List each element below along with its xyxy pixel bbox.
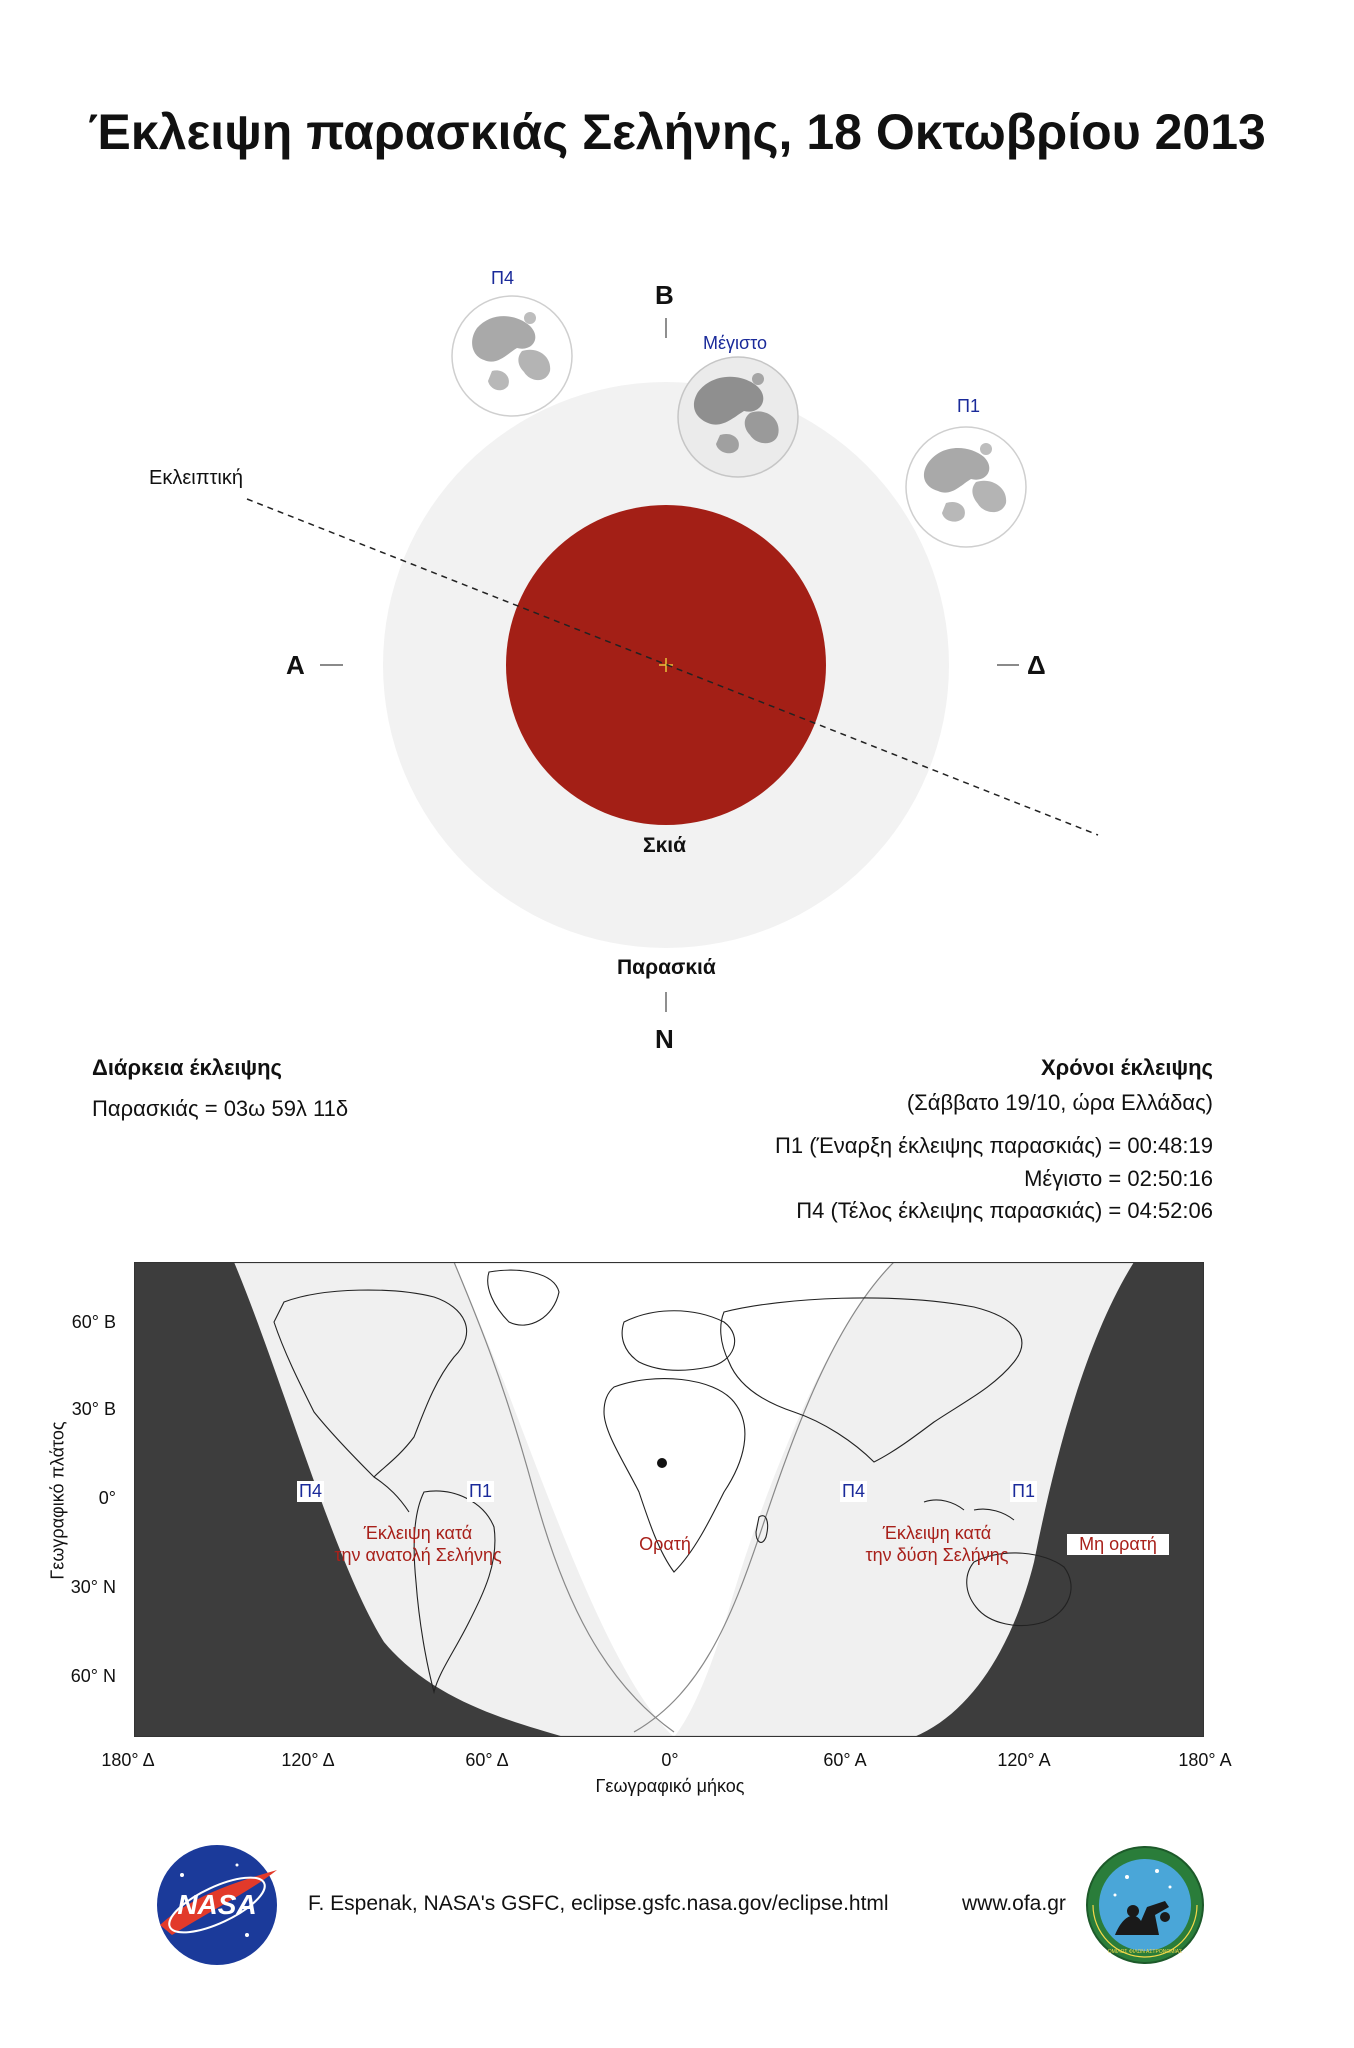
duration-penumbral: Παρασκιάς = 03ω 59λ 11δ [92, 1096, 349, 1121]
ofa-logo-text: ΟΜΙΛΟΣ ΦΙΛΩΝ ΑΣΤΡΟΝΟΜΙΑΣ [1107, 1949, 1183, 1955]
time-max: Μέγιστο = 02:50:16 [1024, 1166, 1213, 1191]
map-p1-right: Π1 [1012, 1481, 1036, 1501]
lon-tick-180e: 180° Α [1178, 1750, 1232, 1770]
ecliptic-label: Εκλειπτική [149, 467, 243, 489]
map-p1-left: Π1 [469, 1481, 493, 1501]
footer-site[interactable]: www.ofa.gr [962, 1892, 1066, 1915]
moonset-label-line1: Έκλειψη κατά [882, 1523, 992, 1543]
map-y-label: Γεωγραφικό πλάτος [47, 1421, 68, 1580]
moon-max-label: Μέγιστο [703, 333, 767, 353]
visible-label: Ορατή [639, 1534, 691, 1554]
umbra-label: Σκιά [643, 834, 687, 857]
moonrise-label [308, 1522, 528, 1566]
lon-tick-60e: 60° Α [823, 1750, 867, 1770]
lon-tick-120w: 120° Δ [281, 1750, 335, 1770]
lon-tick-120e: 120° Α [997, 1750, 1051, 1770]
ofa-logo [1085, 1845, 1205, 1965]
moonrise-label-line2: την ανατολή Σελήνης [334, 1545, 502, 1565]
north-label: Β [655, 280, 674, 310]
map-p4-left: Π4 [299, 1481, 323, 1501]
lat-tick-60n: 60° Β [71, 1312, 116, 1332]
duration-header: Διάρκεια έκλειψης [92, 1055, 282, 1080]
not-visible-label: Μη ορατή [1067, 1534, 1169, 1555]
moon-maximum [678, 357, 798, 477]
lon-tick-0: 0° [661, 1750, 679, 1770]
south-label: Ν [655, 1024, 674, 1054]
lat-tick-30n: 30° Β [71, 1399, 116, 1419]
moon-p1 [906, 427, 1026, 547]
lat-tick-60s: 60° Ν [70, 1666, 116, 1686]
lon-tick-60w: 60° Δ [465, 1750, 509, 1770]
penumbra-label: Παρασκιά [617, 956, 716, 979]
lon-tick-180w: 180° Δ [101, 1750, 155, 1770]
time-p4: Π4 (Τέλος έκλειψης παρασκιάς) = 04:52:06 [796, 1198, 1213, 1223]
map-p4-right: Π4 [842, 1481, 866, 1501]
moon-p4 [452, 296, 572, 416]
times-note: (Σάββατο 19/10, ώρα Ελλάδας) [906, 1090, 1213, 1115]
footer-credit: F. Espenak, NASA's GSFC, eclipse.gsfc.nasa.gov/eclipse.html [308, 1892, 889, 1915]
times-header: Χρόνοι έκλειψης [1040, 1055, 1213, 1080]
nasa-logo-text: NASA [177, 1889, 257, 1920]
moonset-label-line2: την δύση Σελήνης [865, 1545, 1009, 1565]
time-p1: Π1 (Έναρξη έκλειψης παρασκιάς) = 00:48:19 [774, 1133, 1213, 1158]
moonrise-label-line1: Έκλειψη κατά [363, 1523, 473, 1543]
lat-tick-0: 0° [98, 1488, 116, 1508]
moon-p4-label: Π4 [491, 268, 515, 288]
page-title: Έκλειψη παρασκιάς Σελήνης, 18 Οκτωβρίου 2013 [88, 104, 1266, 160]
moonset-label [842, 1522, 1032, 1566]
map-x-label: Γεωγραφικό μήκος [595, 1776, 745, 1796]
east-label: Δ [1027, 650, 1046, 680]
nasa-logo [152, 1840, 282, 1970]
visibility-map [134, 1262, 1204, 1737]
moon-p1-label: Π1 [957, 396, 981, 416]
lat-tick-30s: 30° Ν [70, 1577, 116, 1597]
west-label: Α [286, 650, 305, 680]
